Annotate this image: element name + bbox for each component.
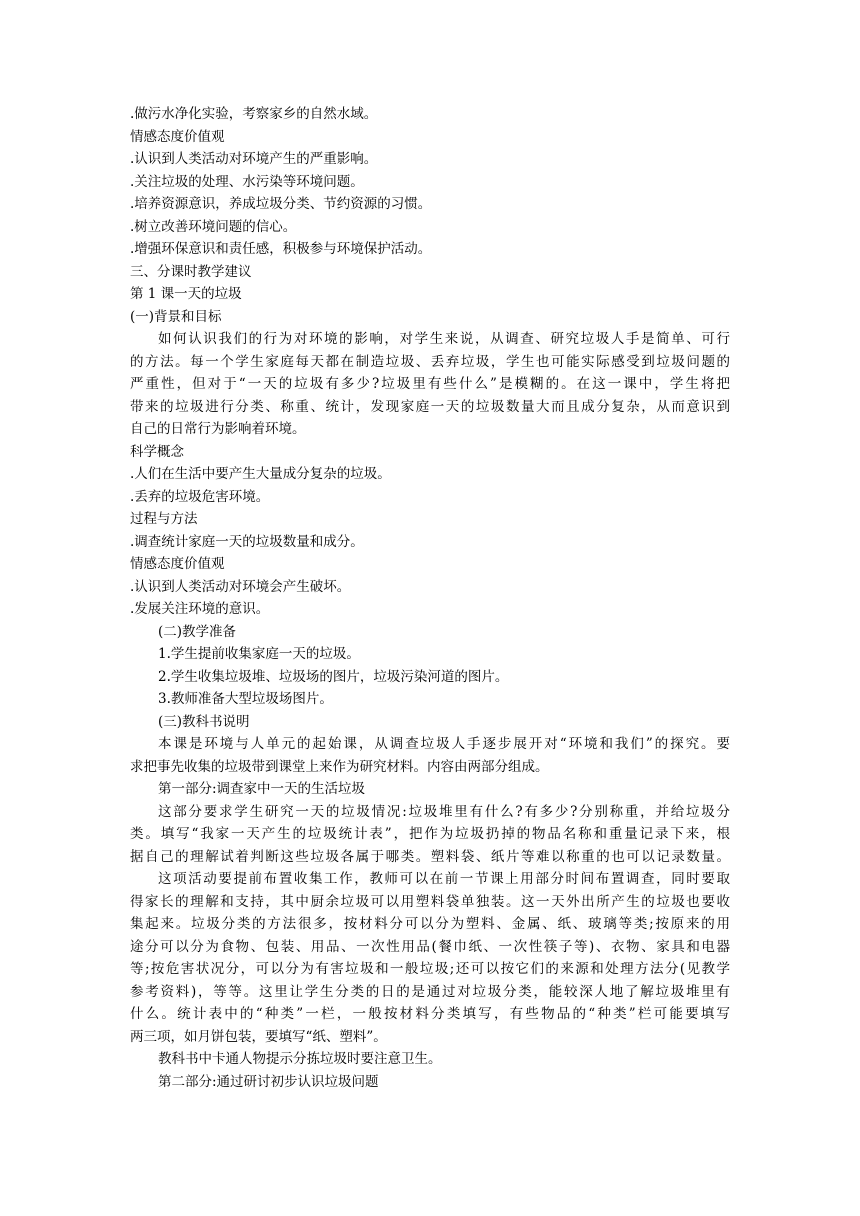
text-line: 1.学生提前收集家庭一天的垃圾。 — [158, 646, 360, 662]
text-line: (三)教科书说明 — [158, 713, 250, 730]
text-line: 这项活动要提前布置收集工作，教师可以在前一节课上用部分时间布置调查，同时要取 — [158, 871, 730, 887]
text-line: (一)背景和目标 — [130, 308, 222, 325]
text-line: .增强环保意识和责任感，积极参与环境保护活动。 — [130, 241, 432, 257]
text-line: .丢弃的垃圾危害环境。 — [130, 488, 270, 505]
text-line: 据自己的理解试着判断这些垃圾各属于哪类。塑料袋、纸片等难以称重的也可以记录数量。 — [130, 848, 730, 865]
text-line: .认识到人类活动对环境会产生破坏。 — [130, 578, 351, 595]
text-line: .树立改善环境问题的信心。 — [130, 218, 297, 235]
text-line: 第一部分:调查家中一天的生活垃圾 — [158, 781, 366, 797]
text-line: 情感态度价值观 — [130, 128, 225, 145]
text-line: 途分可以分为食物、包装、用品、一次性用品(餐巾纸、一次性筷子等)、衣物、家具和电器 — [130, 938, 730, 955]
text-line: .人们在生活中要产生大量成分复杂的垃圾。 — [130, 466, 391, 482]
text-line: 科学概念 — [130, 443, 184, 460]
text-line: 求把事先收集的垃圾带到课堂上来作为研究材料。内容由两部分组成。 — [130, 758, 549, 775]
text-line: 2.学生收集垃圾堆、垃圾场的图片，垃圾污染河道的图片。 — [158, 668, 509, 685]
text-line: 参考资料)，等等。这里让学生分类的日的是通过对垃圾分类，能较深人地了解垃圾堆里有 — [130, 983, 730, 1000]
text-line: .做污水净化实验，考察家乡的自然水域。 — [130, 106, 378, 122]
text-line: .调查统计家庭一天的垃圾数量和成分。 — [130, 533, 364, 550]
text-line: 3.教师准备大型垃圾场图片。 — [158, 691, 333, 707]
text-line: 集起来。垃圾分类的方法很多，按材料分可以分为塑料、金属、纸、玻璃等类;按原来的用 — [130, 916, 730, 932]
text-line: .认识到人类活动对环境产生的严重影响。 — [130, 151, 378, 167]
text-line: 带来的垃圾进行分类、称重、统计，发现家庭一天的垃圾数量大而且成分复杂，从而意识到 — [130, 398, 730, 415]
text-line: 得家长的理解和支持，其中厨余垃圾可以用塑料袋单独装。这一天外出所产生的垃圾也要收 — [130, 893, 730, 910]
text-line: .发展关注环境的意识。 — [130, 601, 270, 617]
text-line: 等;按危害状况分，可以分为有害垃圾和一般垃圾;还可以按它们的来源和处理方法分(见教学 — [130, 961, 730, 977]
text-line: 严重性，但对于“一天的垃圾有多少?垃圾里有些什么”是模糊的。在这一课中，学生将把 — [130, 376, 730, 392]
text-line: 这部分要求学生研究一天的垃圾情况:垃圾堆里有什么?有多少?分别称重，并给垃圾分 — [158, 803, 730, 820]
text-line: 过程与方法 — [130, 511, 198, 527]
text-line: 教科书中卡通人物提示分拣垃圾时要注意卫生。 — [158, 1051, 442, 1067]
text-line: 的方法。每一个学生家庭每天都在制造垃圾、丢弃垃圾，学生也可能实际感受到垃圾问题的 — [130, 353, 730, 370]
text-line: .关注垃圾的处理、水污染等环境问题。 — [130, 173, 364, 190]
text-line: 本课是环境与人单元的起始课，从调查垃圾人手逐步展开对“环境和我们”的探究。要 — [158, 736, 730, 752]
text-line: 三、分课时教学建议 — [130, 263, 252, 280]
text-line: 类。填写“我家一天产生的垃圾统计表”，把作为垃圾扔掉的物品名称和重量记录下来，根 — [130, 826, 730, 842]
document-body — [130, 103, 730, 1093]
text-line: 自己的日常行为影响着环境。 — [130, 421, 306, 437]
text-line: (二)教学准备 — [158, 623, 237, 640]
text-line: 第 1 课一天的垃圾 — [130, 286, 242, 302]
text-line: 如何认识我们的行为对环境的影响，对学生来说，从调查、研究垃圾人手是简单、可行 — [158, 331, 730, 347]
text-line: .培养资源意识，养成垃圾分类、节约资源的习惯。 — [130, 196, 432, 212]
text-line: 什么。统计表中的“种类”一栏，一般按材料分类填写，有些物品的“种类”栏可能要填写 — [130, 1006, 730, 1022]
text-line: 两三项，如月饼包装，要填写“纸、塑料”。 — [130, 1028, 387, 1045]
text-line: 第二部分:通过研讨初步认识垃圾问题 — [158, 1073, 379, 1090]
text-line: 情感态度价值观 — [130, 556, 225, 572]
